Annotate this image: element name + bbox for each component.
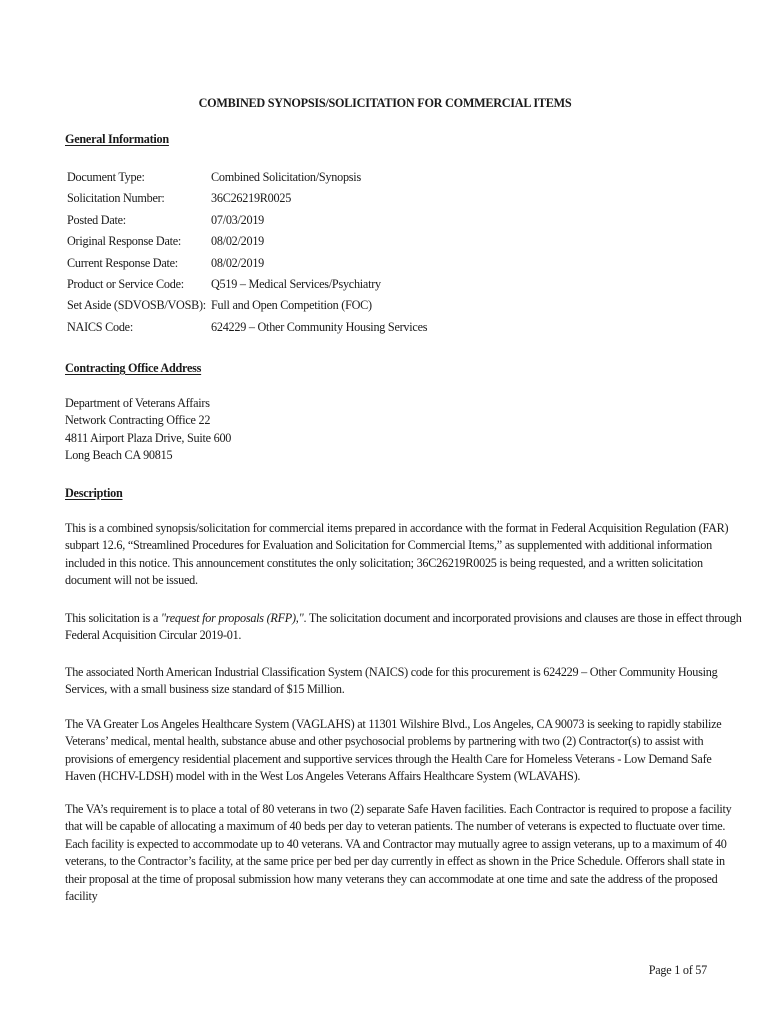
paragraph-text: This solicitation is a [65, 611, 161, 625]
paragraph-line: subpart 12.6, “Streamlined Procedures for Evaluation and Solicitation for Commercial Items,” as supplemented with additional information [65, 538, 712, 553]
page-number: Page 1 of 57 [648, 963, 707, 977]
info-value: 624229 – Other Community Housing Services [211, 319, 428, 334]
info-label: Product or Service Code: [67, 276, 184, 291]
info-value: 36C26219R0025 [211, 191, 292, 206]
info-label: Document Type: [67, 170, 145, 184]
paragraph-line: their proposal at the time of proposal submission how many veterans they can accommodate at one time and sate the address of the proposed [65, 871, 718, 886]
address-line: Long Beach CA 90815 [65, 448, 173, 463]
contracting-office-address [65, 395, 231, 465]
paragraph-line: The VA’s requirement is to place a total of 80 veterans in two (2) separate Safe Haven facilities. Each Contractor is required to propose a facility [65, 802, 732, 816]
description-paragraph-2 [65, 610, 742, 645]
description-paragraph-3 [65, 664, 718, 699]
info-label: Set Aside (SDVOSB/VOSB): [67, 298, 206, 313]
document-title: COMBINED SYNOPSIS/SOLICITATION FOR COMMERCIAL ITEMS [198, 96, 572, 110]
info-value: Combined Solicitation/Synopsis [211, 170, 361, 184]
info-row [67, 276, 427, 297]
description-heading: Description [65, 486, 123, 500]
info-row [67, 169, 427, 190]
info-row [67, 297, 427, 318]
info-value: 08/02/2019 [211, 255, 265, 270]
paragraph-line: The associated North American Industrial Classification System (NAICS) code for this procurement is 624229 – Other Community Housing [65, 665, 718, 679]
description-paragraph-4 [65, 716, 722, 786]
info-row [67, 233, 427, 254]
info-label: NAICS Code: [67, 319, 133, 334]
info-row [67, 255, 427, 276]
paragraph-line: veterans, to the Contractor’s facility, at the same price per bed per day currently in effect as shown in the Price Schedule. Offerors shall state in [65, 854, 725, 869]
info-row [67, 190, 427, 211]
paragraph-line: This is a combined synopsis/solicitation for commercial items prepared in accordance with the format in Federal Acquisition Regulation (FAR) [65, 521, 729, 535]
paragraph-line: Veterans’ medical, mental health, substance abuse and other psychosocial problems by partnering with two (2) Contractor(s) to assist with [65, 734, 704, 749]
paragraph-line [65, 610, 742, 627]
paragraph-text: . The solicitation document and incorporated provisions and clauses are those in effect through [303, 611, 742, 625]
paragraph-line: included in this notice. This announcement constitutes the only solicitation; 36C26219R0025 is being requested, and a written solicitation [65, 555, 703, 570]
info-label: Current Response Date: [67, 255, 178, 270]
info-label: Posted Date: [67, 212, 126, 227]
paragraph-line: that will be capable of allocating a maximum of 40 beds per day to veteran patients. The number of veterans is expected to fluctuate over time. [65, 819, 726, 834]
paragraph-line: Federal Acquisition Circular 2019-01. [65, 628, 242, 643]
address-line: Network Contracting Office 22 [65, 413, 211, 428]
address-line: 4811 Airport Plaza Drive, Suite 600 [65, 430, 232, 445]
paragraph-line: The VA Greater Los Angeles Healthcare System (VAGLAHS) at 11301 Wilshire Blvd., Los Angeles, CA 90073 is seeking to rapidly stabilize [65, 717, 722, 731]
address-line: Department of Veterans Affairs [65, 396, 210, 410]
paragraph-line: document will not be issued. [65, 573, 198, 588]
info-value: Q519 – Medical Services/Psychiatry [211, 276, 381, 291]
info-label: Original Response Date: [67, 234, 182, 249]
paragraph-line: Each facility is expected to accommodate up to 40 veterans. VA and Contractor may mutually agree to assign veterans, up to a maximum of 40 [65, 836, 727, 851]
info-value: 07/03/2019 [211, 212, 265, 227]
description-paragraph-5 [65, 801, 732, 905]
info-value: 08/02/2019 [211, 234, 265, 249]
info-row [67, 212, 427, 233]
info-value: Full and Open Competition (FOC) [211, 298, 372, 313]
paragraph-line: provisions of emergency residential placement and supportive services through the Health Care for Homeless Veterans - Low Demand Safe [65, 751, 712, 766]
general-information-table [67, 169, 427, 340]
contracting-office-heading: Contracting Office Address [65, 361, 202, 375]
rfp-emphasis: "request for proposals (RFP)," [160, 611, 304, 625]
info-row [67, 319, 427, 340]
description-paragraph-1 [65, 520, 729, 590]
paragraph-line: facility [65, 889, 98, 904]
info-label: Solicitation Number: [67, 191, 165, 206]
general-information-heading: General Information [65, 132, 169, 146]
paragraph-line: Services, with a small business size standard of $15 Million. [65, 682, 345, 697]
paragraph-line: Haven (HCHV-LDSH) model with in the West Los Angeles Veterans Affairs Healthcare System (WLAVAHS). [65, 769, 581, 784]
